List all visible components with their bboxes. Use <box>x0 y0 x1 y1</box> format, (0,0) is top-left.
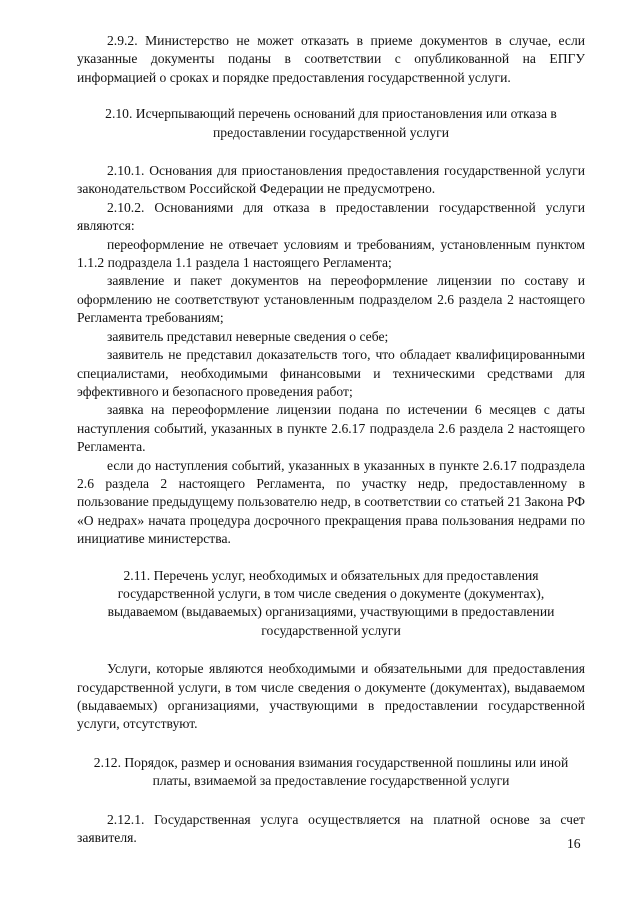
paragraph-2-11: Услуги, которые являются необходимыми и обязательными для предоставления государственной услуги, в том числе сведения о документе (документах), выдаваемом (выдаваемых) организациями, участвующими в предоставлении государственной услуги, отсутствуют. <box>77 661 585 732</box>
paragraph-2-9-2: 2.9.2. Министерство не может отказать в приеме документов в случае, если указанные документы поданы в соответствии с опубликованной на ЕПГУ информацией о сроках и порядке предоставления государственной услуги. <box>77 33 585 85</box>
paragraph-2-12-1: 2.12.1. Государственная услуга осуществляется на платной основе за счет заявителя. <box>77 811 585 846</box>
list-item: заявитель представил неверные сведения о себе; <box>107 328 389 344</box>
list-item: заявление и пакет документов на переоформление лицензии по составу и оформлению не соответствуют установленным подразделом 2.6 раздела 2 настоящего Регламента требованиям; <box>77 273 585 326</box>
list-item: если до наступления событий, указанных в указанных в пункте 2.6.17 подраздела 2.6 раздела 2 настоящего Регламента, по участку недр, предоставленному в пользование предыдущему пользователю недр, в соответствии со статьей 21 Закона РФ «О недрах» начата процедура досрочного прекращения права пользования недрами по инициативе министерства. <box>77 457 585 547</box>
paragraph-2-10-1: 2.10.1. Основания для приостановления предоставления государственной услуги законодательством Российской Федерации не предусмотрено. <box>77 163 585 197</box>
section-heading-2-12: 2.12. Порядок, размер и основания взимания государственной пошлины или иной платы, взимаемой за предоставление государственной услуги <box>93 754 569 789</box>
list-item: заявитель не представил доказательств того, что обладает квалифицированными специалистами, необходимыми финансовыми и техническими средствами для эффективного и безопасного проведения работ; <box>77 347 585 399</box>
paragraph-2-10-2: 2.10.2. Основаниями для отказа в предоставлении государственной услуги являются: <box>77 199 585 234</box>
section-heading-2-10: 2.10. Исчерпывающий перечень оснований для приостановления или отказа в предоставлении государственной услуги <box>105 106 557 140</box>
page-number: 16 <box>567 836 581 851</box>
list-item: заявка на переоформление лицензии подана по истечении 6 месяцев с даты наступления событий, указанных в пункте 2.6.17 подраздела 2.6 раздела 2 настоящего Регламента. <box>77 402 585 455</box>
document-body <box>77 32 585 847</box>
list-item: переоформление не отвечает условиям и требованиям, установленным пунктом 1.1.2 подраздела 1.1 раздела 1 настоящего Регламента; <box>77 236 585 271</box>
section-heading-2-11: 2.11. Перечень услуг, необходимых и обязательных для предоставления государственной услуги, в том числе сведения о документе (документах), выдаваемом (выдаваемых) организациями, участвующими в предоставлении государственной услуги <box>107 567 555 638</box>
